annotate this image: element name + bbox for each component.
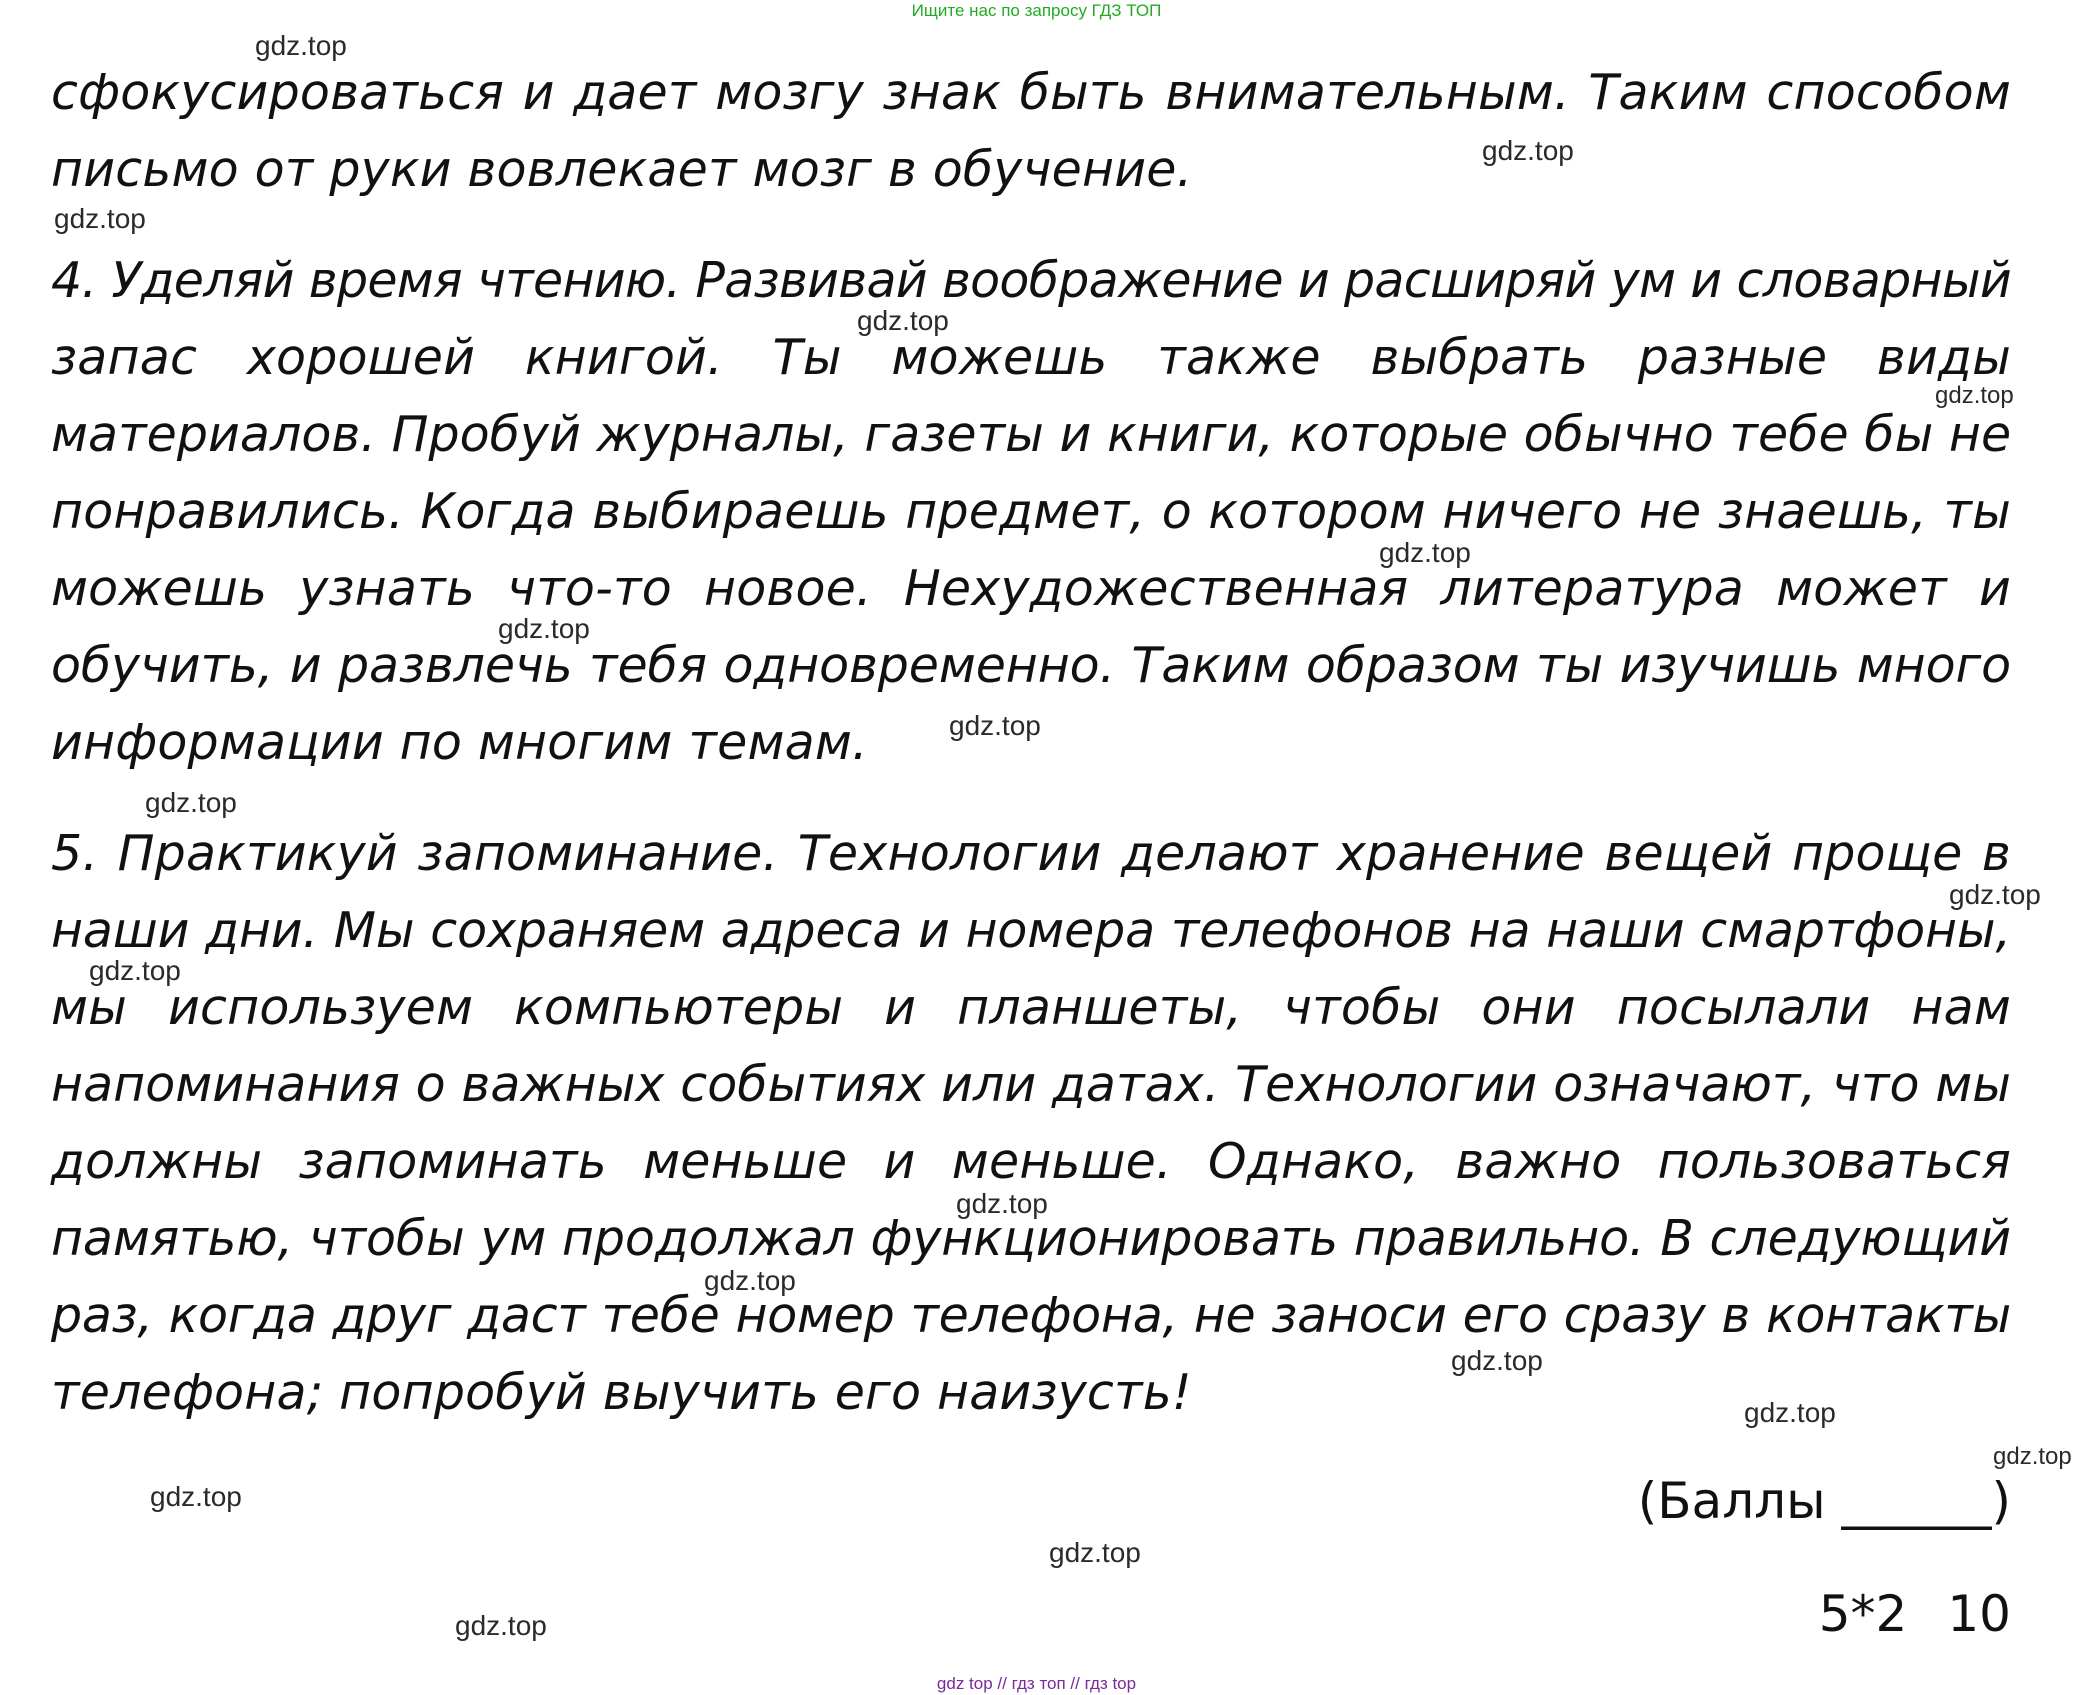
text-line: обучить, и развлечь тебя одновременно. Таким образом ты изучишь много (51, 637, 2011, 694)
watermark: gdz.top (704, 1265, 796, 1296)
footer-links: gdz top // гдз топ // гдз top (936, 1674, 1137, 1693)
score-field: (Баллы ______) (1637, 1472, 2011, 1530)
watermark: gdz.top (89, 955, 181, 986)
watermark: gdz.top (1935, 382, 2014, 409)
watermark: gdz.top (1744, 1397, 1836, 1428)
text-line: 5. Практикуй запоминание. Технологии делают хранение вещей проще в (51, 825, 2011, 882)
text-line: информации по многим темам. (51, 714, 868, 771)
watermark: gdz.top (857, 305, 949, 336)
text-line: запас хорошей книгой. Ты можешь также выбрать разные виды (51, 329, 2011, 386)
text-line: письмо от руки вовлекает мозг в обучение. (51, 141, 1193, 198)
top-banner: Ищите нас по запросу ГДЗ ТОП (911, 1, 1162, 20)
text-line: памятью, чтобы ум продолжал функционировать правильно. В следующий (51, 1210, 2011, 1267)
text-line: 4. Уделяй время чтению. Развивай воображение и расширяй ум и словарный (51, 252, 2011, 309)
watermark: gdz.top (956, 1188, 1048, 1219)
calc-expression: 5*2 (1818, 1585, 1908, 1643)
text-line: наши дни. Мы сохраняем адреса и номера телефонов на наши смартфоны, (51, 902, 2011, 959)
score-calculation (1819, 1585, 2011, 1643)
text-line: материалов. Пробуй журналы, газеты и книги, которые обычно тебе бы не (51, 406, 2012, 463)
text-line: должны запоминать меньше и меньше. Однако, важно пользоваться (51, 1133, 2011, 1190)
text-line: напоминания о важных событиях или датах. Технологии означают, что мы (51, 1056, 2011, 1113)
watermark: gdz.top (145, 787, 237, 818)
watermark: gdz.top (1482, 135, 1574, 166)
text-line: мы используем компьютеры и планшеты, чтобы они посылали нам (51, 979, 2011, 1036)
text-line: можешь узнать что-то новое. Нехудожественная литература может и (51, 560, 2011, 617)
watermark: gdz.top (498, 613, 590, 644)
watermark: gdz.top (255, 30, 347, 61)
text-line: раз, когда друг даст тебе номер телефона, не заноси его сразу в контакты (51, 1287, 2011, 1344)
watermark: gdz.top (1379, 537, 1471, 568)
watermark: gdz.top (455, 1610, 547, 1641)
watermark: gdz.top (949, 710, 1041, 741)
text-line: понравились. Когда выбираешь предмет, о котором ничего не знаешь, ты (51, 483, 2011, 540)
watermark: gdz.top (1993, 1443, 2072, 1470)
watermark: gdz.top (1049, 1537, 1141, 1568)
watermark: gdz.top (1949, 879, 2041, 910)
watermark: gdz.top (1451, 1345, 1543, 1376)
watermark: gdz.top (54, 203, 146, 234)
watermark: gdz.top (150, 1481, 242, 1512)
text-line: сфокусироваться и дает мозгу знак быть внимательным. Таким способом (51, 64, 2011, 121)
calc-result: 10 (1947, 1585, 2011, 1643)
text-line: телефона; попробуй выучить его наизусть! (51, 1364, 1192, 1421)
